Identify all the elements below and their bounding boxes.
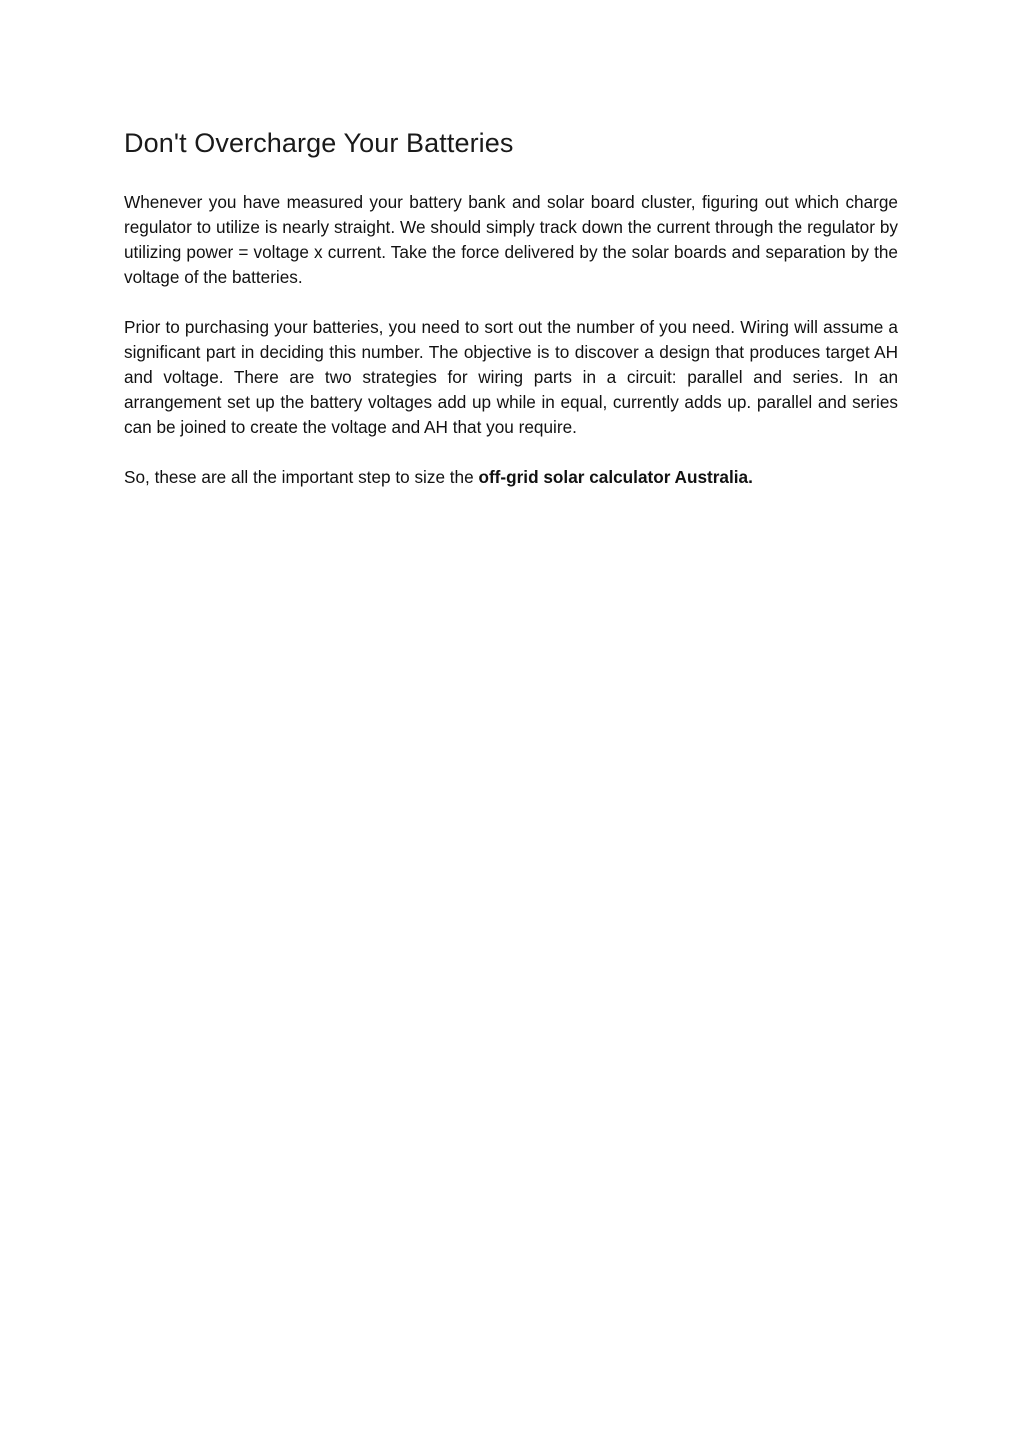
- paragraph-battery-wiring: Prior to purchasing your batteries, you need to sort out the number of you need. Wiring will assume a significant part in deciding this number. The objective is to discover a design that produces target AH and voltage. There are two strategies for wiring parts in a circuit: parallel and series. In an arrangement set up the battery voltages add up while in equal, currently adds up. parallel and series can be joined to create the voltage and AH that you require.: [124, 317, 898, 437]
- closing-text: So, these are all the important step to size the: [124, 467, 479, 487]
- closing-keyword: off-grid solar calculator Australia.: [478, 467, 753, 487]
- page-title: Don't Overcharge Your Batteries: [124, 128, 514, 158]
- paragraph-closing: [124, 465, 898, 490]
- document-content: [124, 124, 898, 515]
- paragraph-charge-regulator: Whenever you have measured your battery bank and solar board cluster, figuring out which charge regulator to utilize is nearly straight. We should simply track down the current through the regulator by utilizing power = voltage x current. Take the force delivered by the solar boards and separation by the voltage of the batteries.: [124, 192, 898, 287]
